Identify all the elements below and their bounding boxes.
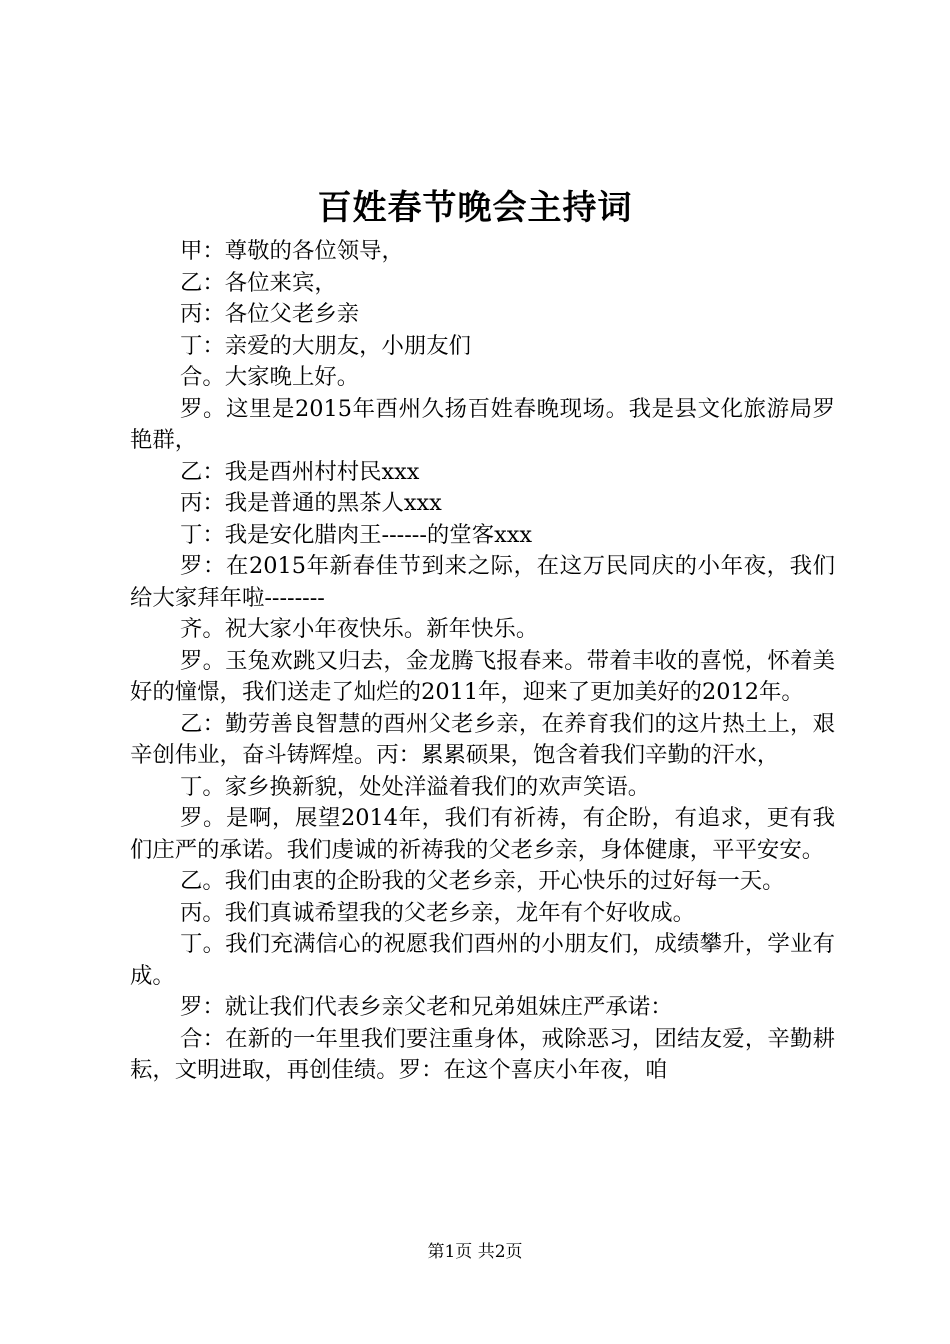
document-body	[130, 236, 835, 1087]
paragraph: 甲：尊敬的各位领导，	[180, 238, 404, 264]
paragraph: 丁：亲爱的大朋友，小朋友们	[180, 332, 472, 359]
paragraph: 罗。是啊，展望2014年，我们有祈祷，有企盼，有追求，更有我们庄严的承诺。我们虔诚的祈祷我的父老乡亲，身体健康，平平安安。	[130, 805, 835, 863]
paragraph: 丁：我是安化腊肉王------的堂客xxx	[180, 521, 532, 548]
paragraph: 丙：各位父老乡亲	[180, 301, 360, 327]
document-title: 百姓春节晚会主持词	[317, 188, 633, 228]
paragraph: 罗。玉兔欢跳又归去，金龙腾飞报春来。带着丰收的喜悦，怀着美好的憧憬，我们送走了灿烂的2011年，迎来了更加美好的2012年。	[130, 647, 835, 705]
paragraph: 齐。祝大家小年夜快乐。新年快乐。	[180, 616, 539, 642]
paragraph: 罗。这里是2015年酉州久扬百姓春晚现场。我是县文化旅游局罗艳群，	[130, 395, 835, 453]
paragraph: 丁。家乡换新貌，处处洋溢着我们的欢声笑语。	[180, 773, 651, 800]
paragraph: 丙：我是普通的黑茶人xxx	[180, 490, 442, 516]
paragraph: 合：在新的一年里我们要注重身体，戒除恶习，团结友爱，辛勤耕耘，文明进取，再创佳绩。罗：在这个喜庆小年夜，咱	[130, 1025, 835, 1083]
paragraph: 丙。我们真诚希望我的父老乡亲，龙年有个好收成。	[180, 899, 695, 926]
paragraph: 罗：在2015年新春佳节到来之际，在这万民同庆的小年夜，我们给大家拜年啦--------	[130, 553, 835, 611]
paragraph: 罗：就让我们代表乡亲父老和兄弟姐妹庄严承诺：	[180, 994, 673, 1020]
paragraph: 丁。我们充满信心的祝愿我们酉州的小朋友们，成绩攀升，学业有成。	[130, 931, 835, 989]
paragraph: 乙：勤劳善良智慧的酉州父老乡亲，在养育我们的这片热土上，艰辛创伟业，奋斗铸辉煌。丙：累累硕果，饱含着我们辛勤的汗水，	[130, 710, 835, 768]
page-footer: 第1页 共2页	[427, 1242, 523, 1262]
paragraph: 乙：我是酉州村村民xxx	[180, 458, 420, 485]
paragraph: 乙。我们由衷的企盼我的父老乡亲，开心快乐的过好每一天。	[180, 868, 785, 894]
paragraph: 乙：各位来宾，	[180, 269, 337, 296]
paragraph: 合。大家晚上好。	[180, 364, 360, 390]
